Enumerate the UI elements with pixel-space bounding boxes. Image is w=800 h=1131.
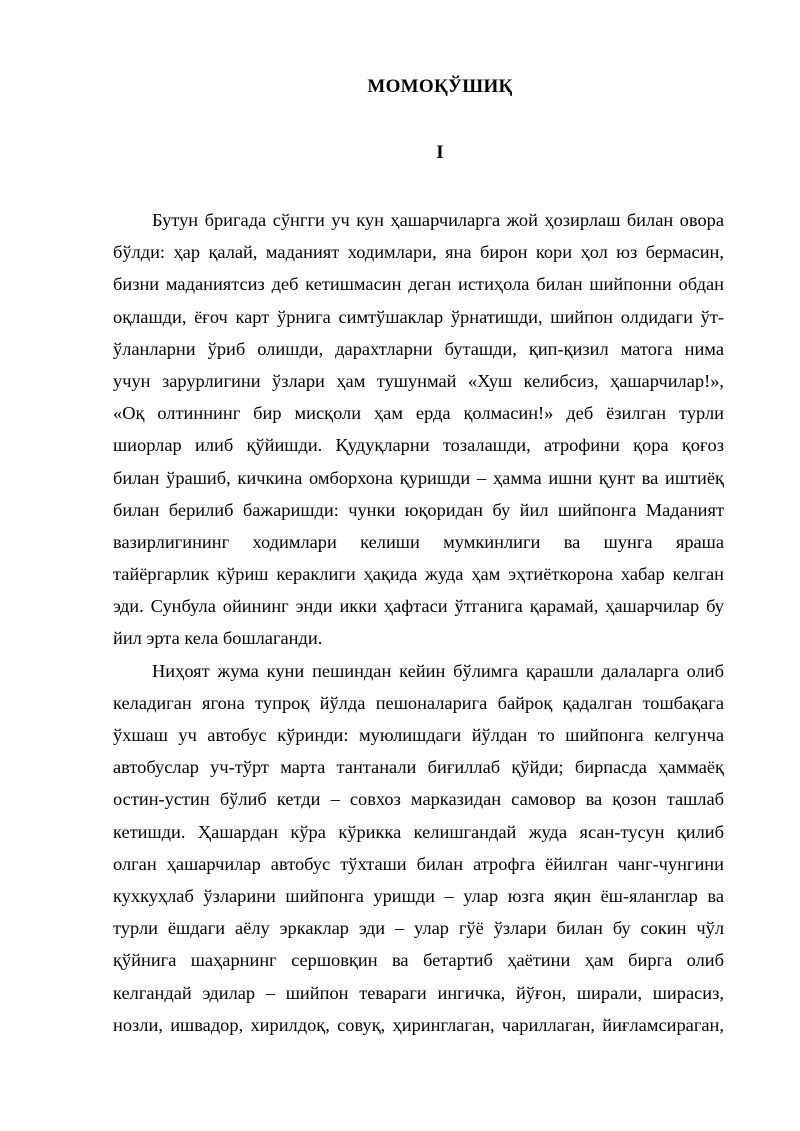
text-line: олган ҳашарчилар автобус тўхташи билан атрофга ёйилган чанг-чунгини <box>113 853 724 874</box>
text-line: автобуслар уч-тўрт марта тантанали биғиллаб қўйди; бирпасда ҳаммаёқ <box>113 757 724 778</box>
text-line: кетишди. Ҳашардан кўра кўрикка келишгандай жуда ясан-тусун қилиб <box>113 821 724 842</box>
text-line: келадиган ягона тупроқ йўлда пешоналарига байроқ қадалган тошбақага <box>113 692 724 713</box>
text-line: учун зарурлигини ўзлари ҳам тушунмай «Хуш келибсиз, ҳашарчилар!», <box>113 370 724 391</box>
text-line: шиорлар илиб қўйишди. Қудуқларни тозалашди, атрофини қора қоғоз <box>113 435 724 456</box>
text-line: Ниҳоят жума куни пешиндан кейин бўлимга қарашли далаларга олиб <box>152 660 724 681</box>
text-line: бизни маданиятсиз деб кетишмасин деган истиҳола билан шийпонни обдан <box>113 274 724 295</box>
chapter-number: I <box>436 142 444 163</box>
text-line: вазирлигининг ходимлари келиши мумкинлиги ва шунга яраша <box>113 531 724 552</box>
text-line: билан берилиб бажаришди: чунки юқоридан бу йил шийпонга Маданият <box>113 499 724 520</box>
text-line: «Оқ олтиннинг бир мисқоли ҳам ерда қолмасин!» деб ёзилган турли <box>113 403 724 424</box>
text-line: ўланларни ўриб олишди, дарахтларни буташди, қип-қизил матога нима <box>113 338 724 359</box>
text-line: нозли, ишвадор, хирилдоқ, совуқ, ҳиринглаган, чариллаган, йиғламсираган, <box>113 1014 724 1035</box>
text-line: турли ёшдаги аёлу эркаклар эди – улар гўё ўзлари билан бу сокин чўл <box>113 918 724 939</box>
text-line: ўхшаш уч автобус кўринди: муюлишдаги йўлдан то шийпонга келгунча <box>113 725 724 745</box>
text-line: тайёргарлик кўриш кераклиги ҳақида жуда ҳам эҳтиёткорона хабар келган <box>113 564 724 585</box>
text-line: қўйнига шаҳарнинг сершовқин ва бетартиб ҳаётини ҳам бирга олиб <box>113 950 724 971</box>
text-line: Бутун бригада сўнгги уч кун ҳашарчиларга жой ҳозирлаш билан овора <box>152 210 724 230</box>
text-line: йил эрта кела бошлаганди. <box>113 628 323 649</box>
text-line: остин-устин бўлиб кетди – совхоз марказидан самовор ва қозон ташлаб <box>113 789 724 810</box>
text-line: бўлди: ҳар қалай, маданият ходимлари, яна бирон кори ҳол юз бермасин, <box>113 242 724 263</box>
text-line: эди. Сунбула ойининг энди икки ҳафтаси ўтганига қарамай, ҳашарчилар бу <box>113 596 724 617</box>
document-title: МОМОҚЎШИҚ <box>367 76 513 97</box>
text-line: кухкуҳлаб ўзларини шийпонга уришди – улар юзга яқин ёш-яланглар ва <box>113 885 724 906</box>
text-line: келгандай эдилар – шийпон тевараги ингичка, йўғон, ширали, ширасиз, <box>113 982 724 1003</box>
text-line: билан ўрашиб, кичкина омборхона қуришди – ҳамма ишни қунт ва иштиёқ <box>113 467 724 488</box>
document-body <box>113 204 724 1041</box>
text-line: оқлашди, ёғоч карт ўрнига симтўшаклар ўрнатишди, шийпон олдидаги ўт- <box>113 306 724 327</box>
